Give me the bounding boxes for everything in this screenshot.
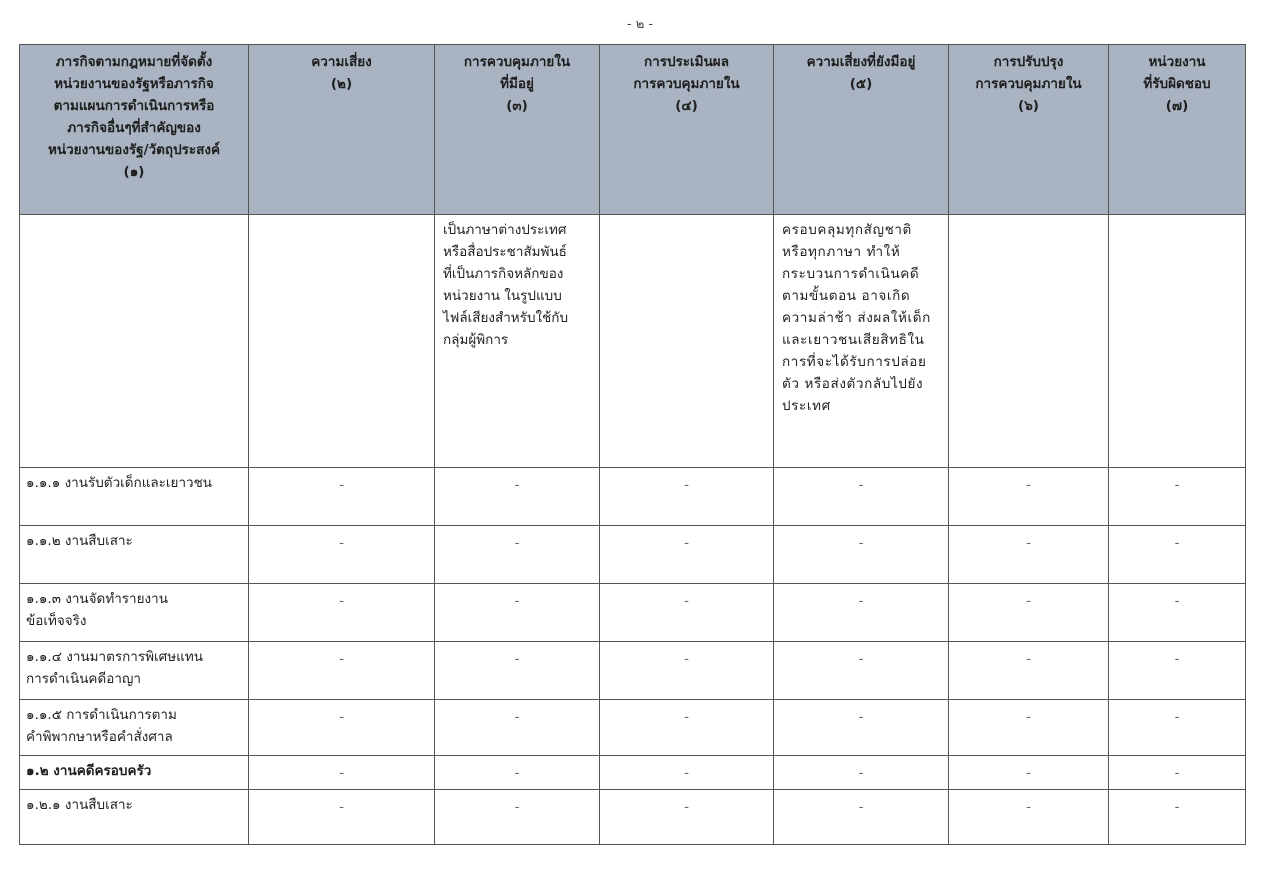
continuation-row (20, 215, 1246, 468)
row-label: ๑.๒ งานคดีครอบครัว (20, 756, 249, 790)
row-label: ๑.๑.๕ การดำเนินการตาม คำพิพากษาหรือคำสั่งศาล (20, 700, 249, 756)
dash-cell: - (774, 584, 949, 642)
table-row (20, 790, 1246, 845)
dash-cell: - (1109, 584, 1246, 642)
cell-empty (1109, 215, 1246, 468)
dash-cell: - (1109, 790, 1246, 845)
dash-cell: - (774, 756, 949, 790)
dash-cell: - (774, 700, 949, 756)
dash-cell: - (249, 700, 435, 756)
table-row (20, 526, 1246, 584)
header-responsible-unit: หน่วยงาน ที่รับผิดชอบ (๗) (1109, 45, 1246, 215)
dash-cell: - (249, 756, 435, 790)
dash-cell: - (249, 584, 435, 642)
existing-controls-text: เป็นภาษาต่างประเทศ หรือสื่อประชาสัมพันธ์ ที่เป็นภารกิจหลักของ หน่วยงาน ในรูปแบบ ไฟล์เสียงสำหรับใช้กับ กลุ่มผู้พิการ (435, 215, 600, 468)
page-number: - ๒ - (626, 17, 654, 32)
dash-cell: - (1109, 700, 1246, 756)
dash-cell: - (600, 526, 774, 584)
dash-cell: - (774, 790, 949, 845)
dash-cell: - (1109, 468, 1246, 526)
header-row (20, 45, 1246, 215)
dash-cell: - (435, 700, 600, 756)
dash-cell: - (249, 790, 435, 845)
table-row (20, 642, 1246, 700)
dash-cell: - (249, 526, 435, 584)
row-label: ๑.๑.๓ งานจัดทำรายงาน ข้อเท็จจริง (20, 584, 249, 642)
dash-cell: - (774, 642, 949, 700)
header-control-improvement: การปรับปรุง การควบคุมภายใน (๖) (949, 45, 1109, 215)
remaining-risk-text: ครอบคลุมทุกสัญชาติ หรือทุกภาษา ทำให้ กระบวนการดำเนินคดี ตามขั้นตอน อาจเกิด ความล่าช้า ส่งผลให้เด็ก และเยาวชนเสียสิทธิใน การที่จะได้รับการปล่อย ตัว หรือส่งตัวกลับไปยัง ประเทศ (774, 215, 949, 468)
dash-cell: - (949, 584, 1109, 642)
dash-cell: - (949, 526, 1109, 584)
dash-cell: - (774, 526, 949, 584)
dash-cell: - (774, 468, 949, 526)
table-row (20, 700, 1246, 756)
dash-cell: - (600, 468, 774, 526)
row-label: ๑.๒.๑ งานสืบเสาะ (20, 790, 249, 845)
dash-cell: - (949, 642, 1109, 700)
risk-assessment-table (19, 44, 1246, 845)
dash-cell: - (435, 756, 600, 790)
dash-cell: - (435, 468, 600, 526)
cell-empty (949, 215, 1109, 468)
dash-cell: - (1109, 642, 1246, 700)
dash-cell: - (1109, 526, 1246, 584)
dash-cell: - (949, 468, 1109, 526)
dash-cell: - (1109, 756, 1246, 790)
header-risk: ความเสี่ยง (๒) (249, 45, 435, 215)
cell-empty (249, 215, 435, 468)
dash-cell: - (949, 700, 1109, 756)
header-mission: ภารกิจตามกฎหมายที่จัดตั้ง หน่วยงานของรัฐหรือภารกิจ ตามแผนการดำเนินการหรือ ภารกิจอื่นๆที่สำคัญของ หน่วยงานของรัฐ/วัตถุประสงค์ (๑) (20, 45, 249, 215)
header-existing-controls: การควบคุมภายใน ที่มีอยู่ (๓) (435, 45, 600, 215)
cell-empty (20, 215, 249, 468)
dash-cell: - (949, 790, 1109, 845)
table-row (20, 584, 1246, 642)
row-label: ๑.๑.๒ งานสืบเสาะ (20, 526, 249, 584)
dash-cell: - (435, 584, 600, 642)
dash-cell: - (435, 642, 600, 700)
row-label: ๑.๑.๑ งานรับตัวเด็กและเยาวชน (20, 468, 249, 526)
dash-cell: - (435, 790, 600, 845)
dash-cell: - (949, 756, 1109, 790)
cell-empty (600, 215, 774, 468)
table-row (20, 468, 1246, 526)
dash-cell: - (600, 584, 774, 642)
header-control-evaluation: การประเมินผล การควบคุมภายใน (๔) (600, 45, 774, 215)
dash-cell: - (249, 468, 435, 526)
dash-cell: - (600, 756, 774, 790)
dash-cell: - (435, 526, 600, 584)
row-label: ๑.๑.๔ งานมาตรการพิเศษแทน การดำเนินคดีอาญา (20, 642, 249, 700)
header-remaining-risk: ความเสี่ยงที่ยังมีอยู่ (๕) (774, 45, 949, 215)
dash-cell: - (249, 642, 435, 700)
dash-cell: - (600, 700, 774, 756)
dash-cell: - (600, 642, 774, 700)
dash-cell: - (600, 790, 774, 845)
table-row (20, 756, 1246, 790)
